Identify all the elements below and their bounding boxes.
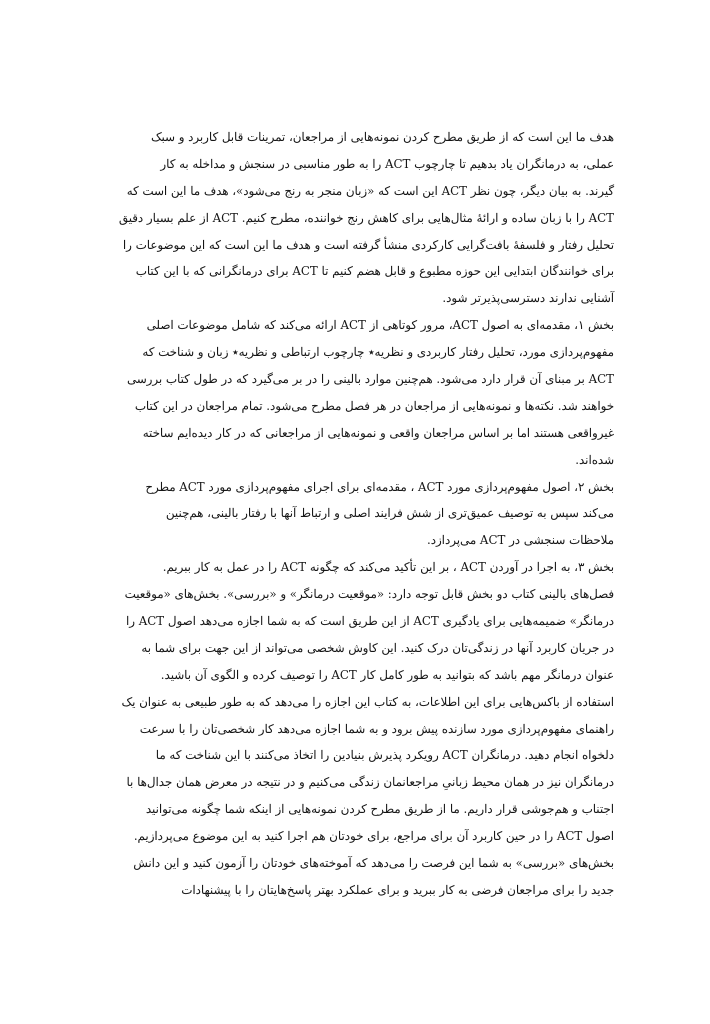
text-line: تحلیل رفتار و فلسفهٔ بافت‌گرایی کارکردی منشأ گرفته است و هدف ما این است که این موضوعات را <box>122 237 614 252</box>
text-line: برای خوانندگان ابتدایی این حوزه مطبوع و قابل هضم کنیم تا ACT برای درمانگرانی که با این کتاب <box>135 264 614 279</box>
paragraph-part-3 <box>96 554 614 904</box>
text-line: دلخواه انجام دهید. درمانگران ACT رویکرد پذیرش بنیادین را اتخاذ می‌کنند با این شناخت که ما <box>155 748 614 763</box>
text-line: ACT بر مبنای آن قرار دارد می‌شود. هم‌چنین موارد بالینی را در بر می‌گیرد که در طول کتاب بررسی <box>126 372 614 387</box>
text-line: جدید را برای مراجعان فرضی به کار ببرید و برای عملکرد بهتر پاسخ‌هایتان را با پیشنهادات <box>181 882 614 897</box>
text-line: آشنایی ندارند دسترسی‌پذیرتر شود. <box>442 291 614 306</box>
text-line: عنوان درمانگر مهم باشد که بتوانید به طور کامل کار ACT را توصیف کرده و الگوی آن باشید. <box>160 667 614 682</box>
text-line: بخش ۳، به اجرا در آوردن ACT ، بر این تأکید می‌کند که چگونه ACT را در عمل به کار ببریم. <box>162 560 614 575</box>
paragraph-part-1 <box>96 312 614 473</box>
text-line: درمانگران نیز در همان محیط زبانیِ مراجعانمان زندگی می‌کنیم و در نتیجه در معرض همان جدال‌ها با <box>126 775 614 790</box>
text-line: فصل‌های بالینی کتاب دو بخش قابل توجه دارد: «موقعیت درمانگر» و «بررسی». بخش‌های «موقعیت <box>124 587 614 602</box>
text-line: راهنمای مفهوم‌پردازی مورد سازنده پیش برود و به شما اجازه می‌دهد کار شخصی‌تان را با سرعت <box>139 721 614 736</box>
text-line: غیرواقعی هستند اما بر اساس مراجعان واقعی و نمونه‌هایی از مراجعانی که در کار دیده‌ایم ساخته <box>142 425 614 440</box>
text-line: استفاده از باکس‌هایی برای این اطلاعات، به کتاب این اجازه را می‌دهد که به طور طبیعی به عنوان یک <box>121 694 614 709</box>
text-line: بخش ۱، مقدمه‌ای به اصول ACT، مرور کوتاهی از ACT ارائه می‌کند که شامل موضوعات اصلی <box>146 318 614 333</box>
text-line: اصول ACT را در حین کاربرد آن برای مراجع، برای خودتان هم اجرا کنید به این موضوع می‌پردازیم. <box>133 829 614 844</box>
text-line: هدف ما این است که از طریق مطرح کردن نمونه‌هایی از مراجعان، تمرینات قابل کاربرد و سبک <box>150 130 614 144</box>
paragraph-part-2 <box>96 474 614 555</box>
text-line: مفهوم‌پردازی مورد، تحلیل رفتار کاربردی و نظریه٭ چارچوب ارتباطی و نظریه٭ زبان و شناخت که <box>142 345 614 360</box>
text-line: شده‌اند. <box>575 452 614 467</box>
text-line: عملی، به درمانگران یاد بدهیم تا چارچوب ACT را به طور مناسبی در سنجش و مداخله به کار <box>160 156 614 171</box>
text-line: ACT را با زبان ساده و ارائهٔ مثال‌هایی برای کاهش رنج خواننده، مطرح کنیم. ACT از علم بسیار دقیق <box>118 210 614 225</box>
text-line: گیرند. به بیان دیگر، چون نظر ACT این است که «زبان منجر به رنج می‌شود»، هدف ما این است که <box>126 183 614 198</box>
text-line: اجتناب و هم‌جوشی قرار داریم. ما از طریق مطرح کردن نمونه‌هایی از اینکه شما چگونه می‌توانید <box>145 802 614 817</box>
text-line: خواهند شد. نکته‌ها و نمونه‌هایی از مراجعان در هر فصل مطرح می‌شود. تمام مراجعان در این کتاب <box>134 398 614 413</box>
text-line: درمانگر» ضمیمه‌هایی برای یادگیری ACT از این طریق است که به شما اجازه می‌دهد اصول ACT را <box>126 614 614 629</box>
text-line: ملاحظات سنجشی در ACT می‌پردازد. <box>426 533 614 548</box>
text-line: بخش ۲، اصول مفهوم‌پردازی مورد ACT ، مقدمه‌ای برای اجرای مفهوم‌پردازی مورد ACT مطرح <box>145 479 614 494</box>
text-line: بخش‌های «بررسی» به شما این فرصت را می‌دهد که آموخته‌های خودتان را آزمون کنید و این دانش <box>133 856 614 871</box>
document-page <box>96 124 614 904</box>
text-line: در جریان کاربرد آنها در زندگی‌تان درک کنید. این کاوش شخصی می‌تواند از این جهت برای شما به <box>141 640 614 655</box>
text-line: می‌کند سپس به توصیف عمیق‌تری از شش فرایند اصلی و ارتباط آنها با رفتار بالینی، هم‌چنین <box>165 506 614 521</box>
paragraph-intro <box>96 124 614 312</box>
